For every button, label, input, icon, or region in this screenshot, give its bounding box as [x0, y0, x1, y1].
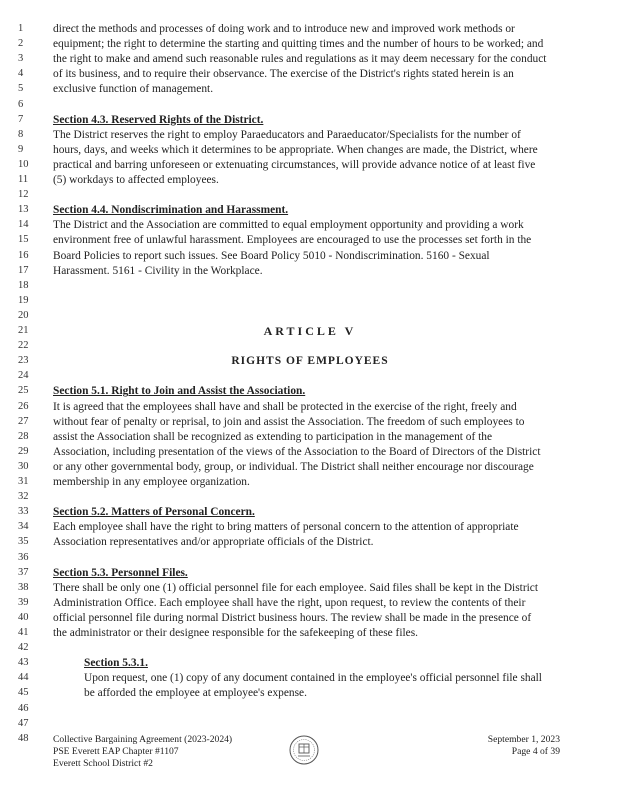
line-number: 40 — [18, 611, 29, 623]
section-heading: Section 5.2. Matters of Personal Concern. — [53, 506, 255, 519]
line-number: 43 — [18, 657, 29, 669]
union-seal-logo — [288, 734, 320, 766]
line-text: equipment; the right to determine the starting and quitting times and the number of hours to be worked; and — [53, 38, 544, 51]
line-number: 20 — [18, 309, 29, 321]
line-number: 1 — [18, 23, 24, 34]
line-text: assist the Association shall be recognized as extending to participation in the management of the — [53, 430, 493, 443]
line-text: practical and barring unforeseen or extenuating circumstances, will provide advance notice of at least five — [53, 158, 536, 171]
section-heading: Section 5.1. Right to Join and Assist the Association. — [53, 385, 306, 398]
line-text: without fear of penalty or reprisal, to join and assist the Association. The freedom of such employees to — [53, 415, 525, 428]
line-number: 46 — [18, 702, 29, 714]
section-heading: Section 5.3. Personnel Files. — [53, 566, 188, 579]
line-text: Upon request, one (1) copy of any document contained in the employee's official personnel file shall — [84, 672, 542, 685]
section-heading: Section 4.4. Nondiscrimination and Harassment. — [53, 204, 289, 217]
line-number: 29 — [18, 445, 29, 457]
article-title: ARTICLE V — [263, 324, 357, 338]
line-text: It is agreed that the employees shall have and shall be protected in the exercise of the right, freely and — [53, 400, 517, 413]
line-number: 35 — [18, 536, 29, 548]
line-number: 5 — [18, 83, 24, 95]
line-number: 23 — [18, 355, 29, 367]
line-number: 9 — [18, 143, 24, 155]
footer-right — [488, 734, 560, 758]
line-number: 25 — [18, 385, 29, 397]
line-number: 2 — [18, 38, 24, 50]
line-number: 13 — [18, 204, 29, 216]
line-text: Association, including presentation of the views of the Association to the Board of Directors of the District — [53, 445, 541, 458]
line-number: 7 — [18, 113, 24, 125]
line-text: the right to make and amend such reasonable rules and regulations as it may deem necessary for the conduct — [53, 53, 547, 66]
line-text: Administration Office. Each employee shall have the right, upon request, to review the contents of their — [53, 596, 526, 609]
line-number: 26 — [18, 400, 29, 412]
line-text: Each employee shall have the right to bring matters of personal concern to the attention of appropriate — [53, 521, 519, 534]
line-number: 22 — [18, 340, 29, 352]
footer-district: Everett School District #2 — [53, 758, 153, 769]
line-number: 11 — [18, 174, 29, 185]
footer-page-number: Page 4 of 39 — [511, 746, 560, 757]
footer-agreement-title: Collective Bargaining Agreement (2023-2024) — [53, 734, 233, 745]
line-text: membership in any employee organization. — [53, 476, 250, 488]
line-number: 42 — [18, 642, 29, 654]
line-text: hours, days, and weeks which it determines to be appropriate. When changes are made, the District, where — [53, 143, 538, 156]
line-text: or any other governmental body, group, or individual. The District shall neither encourage nor discourage — [53, 460, 534, 473]
line-text: The District reserves the right to employ Paraeducators and Paraeducator/Specialists for the number of — [53, 128, 521, 141]
line-text: environment free of unlawful harassment. Employees are encouraged to use the processes set forth in the — [53, 234, 532, 247]
line-number: 4 — [18, 68, 24, 80]
line-number: 30 — [18, 460, 29, 472]
section-heading: Section 5.3.1. — [84, 657, 148, 670]
line-number: 45 — [18, 687, 29, 699]
line-text: official personnel file during normal District business hours. The review shall be made in the presence of — [53, 611, 532, 624]
line-number: 39 — [18, 596, 29, 608]
line-number: 14 — [18, 219, 29, 231]
line-number: 37 — [18, 566, 29, 578]
line-number: 12 — [18, 189, 29, 201]
line-text: Harassment. 5161 - Civility in the Workplace. — [53, 264, 263, 277]
line-text: There shall be only one (1) official personnel file for each employee. Said files shall be kept in the District — [53, 581, 538, 594]
line-number: 28 — [18, 430, 29, 442]
line-text: (5) workdays to affected employees. — [53, 174, 219, 186]
article-subtitle: RIGHTS OF EMPLOYEES — [231, 355, 389, 368]
footer-left — [53, 734, 232, 770]
line-number: 36 — [18, 551, 29, 563]
line-text: be afforded the employee at employee's expense. — [84, 687, 307, 700]
line-text: of its business, and to require their observance. The exercise of the District's rights stated herein is an — [53, 68, 514, 81]
line-number: 32 — [18, 491, 29, 503]
footer-date: September 1, 2023 — [487, 734, 560, 745]
line-text: Association representatives and/or appropriate officials of the District. — [53, 536, 374, 549]
line-number: 47 — [18, 717, 29, 729]
line-number: 33 — [18, 506, 29, 518]
line-text: direct the methods and processes of doing work and to introduce new and improved work methods or — [53, 23, 515, 35]
footer-chapter: PSE Everett EAP Chapter #1107 — [53, 746, 179, 757]
line-number: 31 — [18, 476, 29, 487]
line-number: 44 — [18, 672, 29, 684]
line-text: exclusive function of management. — [53, 83, 214, 96]
line-number: 21 — [18, 325, 29, 336]
line-number: 48 — [18, 732, 29, 744]
line-number: 24 — [18, 370, 29, 382]
line-number: 17 — [18, 264, 29, 276]
line-text: The District and the Association are committed to equal employment opportunity and providing a work — [53, 219, 524, 232]
line-number: 8 — [18, 128, 24, 140]
line-text: the administrator or their designee responsible for the safekeeping of these files. — [53, 627, 419, 639]
line-number: 38 — [18, 581, 29, 593]
line-text: Board Policies to report such issues. See Board Policy 5010 - Nondiscrimination. 5160 - Sexual — [53, 249, 490, 262]
line-number: 41 — [18, 627, 29, 638]
line-number: 6 — [18, 98, 24, 110]
line-number: 16 — [18, 249, 29, 261]
line-number: 18 — [18, 279, 29, 291]
line-number: 10 — [18, 158, 29, 170]
line-number: 34 — [18, 521, 29, 533]
line-number: 19 — [18, 294, 29, 306]
line-number: 3 — [18, 53, 24, 65]
line-number: 27 — [18, 415, 29, 427]
line-number: 15 — [18, 234, 29, 246]
section-heading: Section 4.3. Reserved Rights of the District. — [53, 113, 264, 126]
